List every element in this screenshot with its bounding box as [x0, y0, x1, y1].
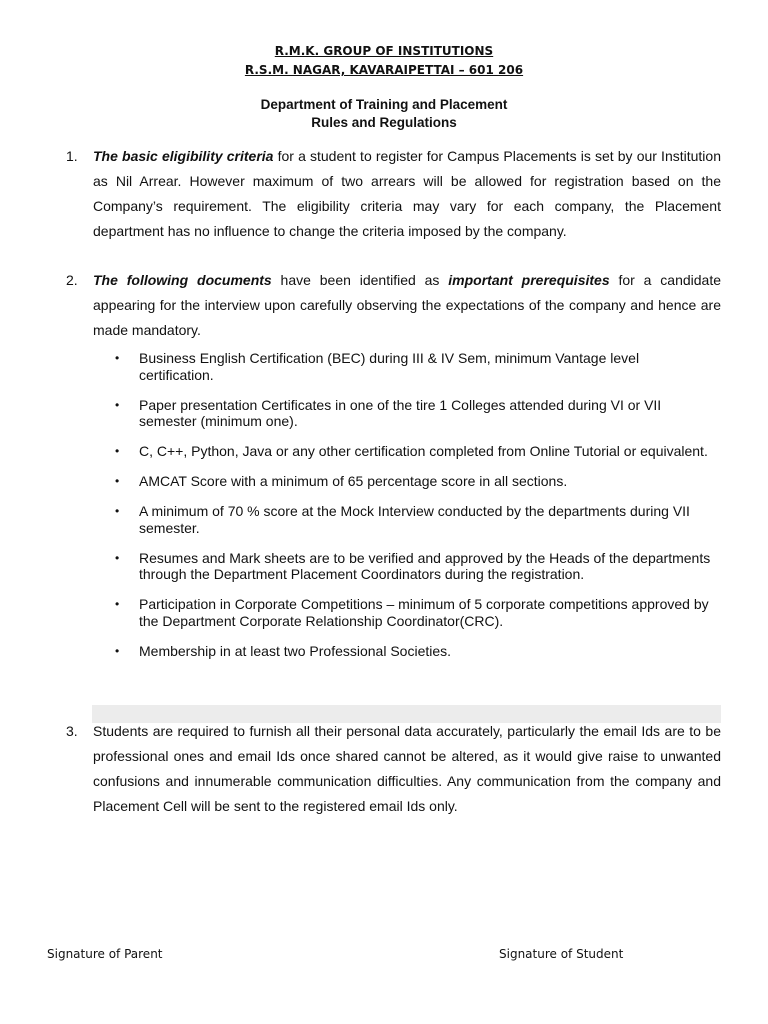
bullet-icon: •: [115, 397, 120, 412]
rule-number: 2.: [66, 272, 78, 288]
prerequisite-list: [113, 350, 713, 673]
list-item: [113, 643, 713, 660]
list-item-text: Paper presentation Certificates in one of the tire 1 Colleges attended during VI or VII semester (minimum one).: [139, 396, 662, 429]
rule-text: [93, 268, 721, 343]
rule-lead: The basic eligibility criteria: [93, 148, 274, 164]
student-signature-label: Signature of Student: [499, 947, 624, 961]
list-item: [113, 397, 713, 430]
bullet-icon: •: [115, 444, 120, 458]
rule-body: for a candidate appearing for the interview upon carefully observing the expectations of the company and hence are made mandatory.: [93, 272, 721, 338]
rule-text: [93, 144, 721, 244]
rule-mid: have been identified as: [271, 272, 449, 288]
list-item-text: AMCAT Score with a minimum of 65 percentage score in all sections.: [139, 473, 568, 489]
rule-1: [66, 144, 721, 244]
rule-number: 3.: [66, 723, 78, 739]
rule-lead: The following documents: [93, 272, 272, 288]
list-item-text: Membership in at least two Professional Societies.: [139, 642, 452, 659]
rule-text: Students are required to furnish all their personal data accurately, particularly the email Ids are to be professional ones and email Ids once shared cannot be altered, as it would give raise to unwanted confusions and innumerable communication difficulties. Any communication from the company and Placement Cell will be sent to the registered email Ids only.: [93, 723, 721, 814]
bullet-icon: •: [115, 550, 120, 565]
list-item: [113, 596, 713, 629]
list-item: [113, 550, 713, 583]
institution-address: R.S.M. NAGAR, KAVARAIPETTAI – 601 206: [244, 63, 524, 77]
department-title: Department of Training and Placement: [260, 97, 508, 112]
rule-emphasis: important prerequisites: [448, 272, 610, 288]
list-item: [113, 443, 713, 460]
rule-3: [66, 719, 721, 819]
bullet-icon: •: [115, 643, 120, 658]
bullet-icon: •: [115, 597, 120, 611]
list-item-text: Participation in Corporate Competitions – minimum of 5 corporate competitions approved by the Department Corporate Relationship Coordinator(CRC).: [139, 596, 709, 629]
list-item: [113, 350, 713, 383]
rule-2: [66, 268, 721, 343]
bullet-icon: •: [115, 474, 120, 488]
institution-name: R.M.K. GROUP OF INSTITUTIONS: [274, 44, 494, 58]
rule-number: 1.: [66, 148, 78, 164]
list-item: [113, 473, 713, 490]
list-item-text: Business English Certification (BEC) during III & IV Sem, minimum Vantage level certification.: [139, 350, 640, 383]
list-item-text: C, C++, Python, Java or any other certification completed from Online Tutorial or equivalent.: [139, 443, 708, 459]
parent-signature-label: Signature of Parent: [47, 947, 163, 961]
list-item-text: A minimum of 70 % score at the Mock Interview conducted by the departments during VII semester.: [139, 503, 690, 536]
list-item: [113, 503, 713, 536]
bullet-icon: •: [115, 351, 120, 365]
document-subtitle: Rules and Regulations: [311, 115, 457, 130]
rule-body: for a student to register for Campus Placements is set by our Institution as Nil Arrear. However maximum of two arrears will be allowed for registration based on the Company’s requirement. The eligibility criteria may vary for each company, the Placement department has no influence to change the criteria imposed by the company.: [93, 148, 721, 239]
list-item-text: Resumes and Mark sheets are to be verified and approved by the Heads of the departments through the Department Placement Coordinators during the registration.: [139, 549, 711, 582]
bullet-icon: •: [115, 504, 120, 518]
